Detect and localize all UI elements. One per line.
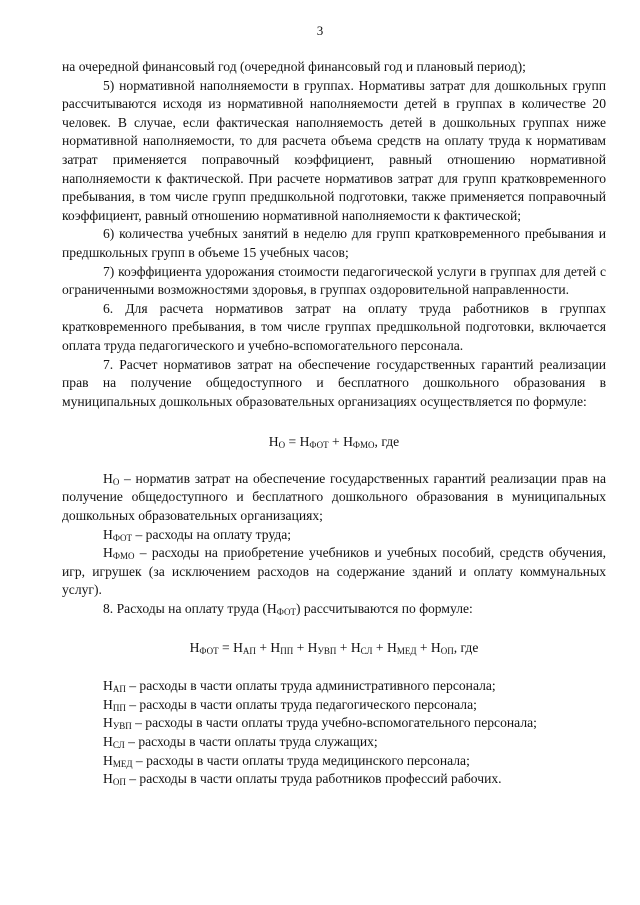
definition <box>62 544 606 600</box>
formula-text: , где <box>453 639 479 655</box>
formula-text: + Н <box>372 639 397 655</box>
paragraph-subscript: ФОТ <box>276 607 296 618</box>
formula-text: + Н <box>293 639 318 655</box>
definition <box>62 770 606 789</box>
formula-subscript: ПП <box>280 645 294 656</box>
definition <box>62 677 606 696</box>
formula-text: + Н <box>328 434 353 450</box>
definition-subscript: СЛ <box>112 740 125 750</box>
definition-subscript: ОП <box>112 777 126 788</box>
definition <box>62 752 606 771</box>
formula-text: = Н <box>218 639 243 655</box>
paragraph: 6) количества учебных занятий в неделю для групп кратковременного пребывания и предшкольных групп в объеме 15 учебных часов; <box>62 226 606 260</box>
formula-subscript: СЛ <box>360 645 373 656</box>
definition-subscript: ФОТ <box>112 532 133 543</box>
formula-text: , где <box>374 434 400 450</box>
definition-text: – расходы в части оплаты труда педагогического персонала; <box>125 696 477 712</box>
definition-symbol: Н <box>103 715 113 731</box>
definition-symbol: Н <box>103 678 113 694</box>
formula-text: + Н <box>416 639 441 655</box>
definition-text: – расходы на оплату труда; <box>132 526 292 542</box>
formula-subscript: ФОТ <box>309 440 329 451</box>
definition <box>62 696 606 715</box>
definition <box>62 526 606 545</box>
formula-normative <box>62 433 606 452</box>
formula-symbol: Н <box>268 434 279 450</box>
definition-text: – расходы в части оплаты труда работников профессий рабочих. <box>125 771 502 787</box>
paragraph: на очередной финансовый год (очередной финансовый год и плановый период); <box>62 59 526 74</box>
definition-symbol: Н <box>103 470 113 486</box>
definition-symbol: Н <box>103 545 113 561</box>
definition-text: – расходы в части оплаты труда административного персонала; <box>125 678 496 694</box>
definition <box>62 733 606 752</box>
definition-subscript: МЕД <box>112 758 133 769</box>
definition-subscript: О <box>112 476 120 487</box>
definition <box>62 714 606 733</box>
definition <box>62 470 606 526</box>
definition-text: – расходы на приобретение учебников и учебных пособий, средств обучения, игр, игрушек (за исключением расходов на содержание зданий и оплату коммунальных услуг). <box>62 545 606 598</box>
paragraph <box>62 600 606 619</box>
definition-symbol: Н <box>103 696 113 712</box>
formula-subscript: О <box>278 440 286 451</box>
page-number: 3 <box>316 23 324 38</box>
definition-symbol: Н <box>103 752 113 768</box>
formula-payroll <box>62 639 606 658</box>
paragraph: 6. Для расчета нормативов затрат на оплату труда работников в группах кратковременного пребывания, в том числе группах предшкольной подготовки, включается оплата труда педагогического и учебно-вспомогательного персонала. <box>62 300 606 353</box>
formula-subscript: ОП <box>440 645 454 656</box>
paragraph: 5) нормативной наполняемости в группах. Нормативы затрат для дошкольных групп рассчитываются исходя из нормативной наполняемости детей в группах в количестве 20 человек. В случае, если фактическая наполняемость детей в дошкольных группах ниже нормативной наполняемости, то для расчета объема средств на оплату труда к нормативам затрат применяется поправочный коэффициент, равный отношению нормативной наполняемости к фактической. При расчете нормативов затрат для групп кратковременного пребывания, в том числе групп предшкольной подготовки, также применяется поправочный коэффициент, равный отношению нормативной наполняемости к фактической; <box>62 77 606 223</box>
definition-text: – расходы в части оплаты труда служащих; <box>124 734 378 749</box>
definition-text: – расходы в части оплаты труда медицинского персонала; <box>132 752 470 768</box>
formula-subscript: УВП <box>317 645 337 656</box>
formula-subscript: ФОТ <box>199 645 219 656</box>
formula-text: + Н <box>336 639 361 655</box>
definition-subscript: УВП <box>112 721 132 732</box>
definition-subscript: ПП <box>112 702 126 713</box>
definition-subscript: АП <box>112 684 126 695</box>
definition-symbol: Н <box>103 771 113 787</box>
document-body <box>62 58 606 789</box>
formula-text: + Н <box>255 639 281 655</box>
definition-subscript: ФМО <box>112 551 135 562</box>
paragraph: 7. Расчет нормативов затрат на обеспечение государственных гарантий реализации прав на получение общедоступного и бесплатного дошкольного образования в муниципальных дошкольных образовательных организациях осуществляется по формуле: <box>62 356 606 409</box>
formula-subscript: ФМО <box>352 440 375 451</box>
paragraph-text: 8. Расходы на оплату труда (Н <box>103 601 277 617</box>
definition-symbol: Н <box>103 734 113 749</box>
formula-subscript: АП <box>242 645 256 656</box>
definition-symbol: Н <box>103 526 113 542</box>
formula-text: = Н <box>285 434 310 450</box>
definition-text: – норматив затрат на обеспечение государственных гарантий реализации прав на получение общедоступного и бесплатного дошкольного образования в муниципальных дошкольных образовательных организациях; <box>62 470 606 524</box>
formula-subscript: МЕД <box>396 645 417 656</box>
formula-symbol: Н <box>189 639 200 655</box>
paragraph: 7) коэффициента удорожания стоимости педагогической услуги в группах для детей с ограниченными возможностями здоровья, в группах оздоровительной направленности. <box>62 263 606 298</box>
definition-text: – расходы в части оплаты труда учебно-вспомогательного персонала; <box>131 715 537 731</box>
paragraph-text: ) рассчитываются по формуле: <box>295 601 473 617</box>
